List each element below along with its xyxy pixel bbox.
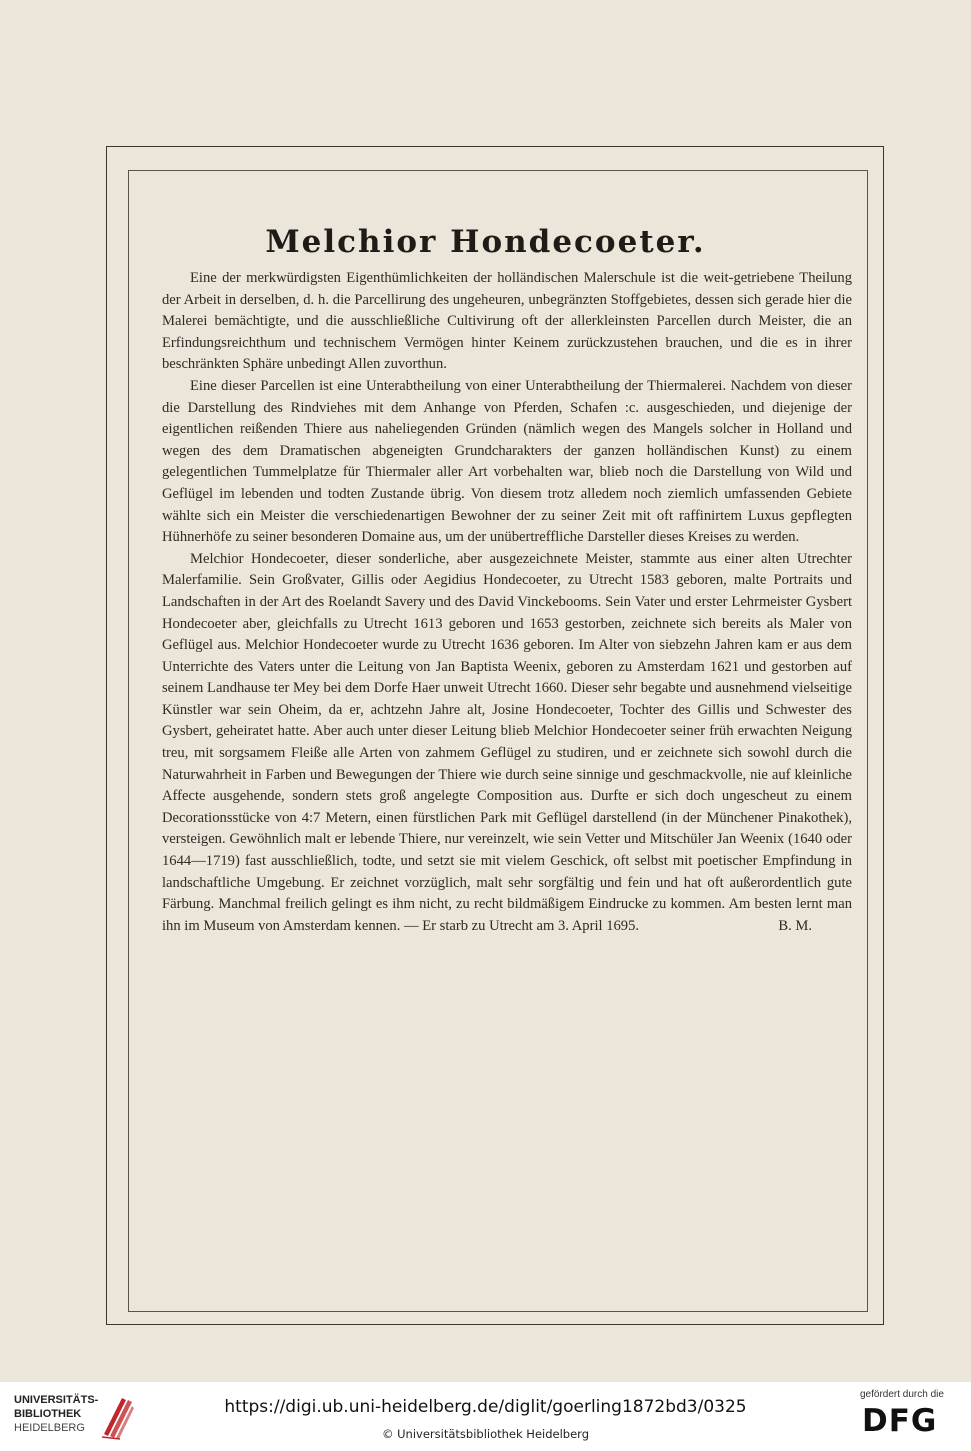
paragraph-2: Eine dieser Parcellen ist eine Unterabtheilung von einer Unterabtheilung der Thiermalerei. Nachdem von dieser die Darstellung des Rindviehes mit dem Anhange von Pferden, Schafen :c. ausgeschieden, und diejenige der eigentlichen reißenden Thiere aus naheliegenden Gründen (nämlich wegen des Mangels solcher in Holland und wegen des dem Dramatischen abgeneigten Grundcharakters der ganzen holländischen Kunst) zu einem gelegentlichen Tummelplatze für Thiermaler aller Art vorbehalten war, blieb noch die Darstellung von Wild und Geflügel im lebenden und todten Zustande übrig. Von diesem trotz alledem noch ziemlich umfassenden Gebiete wählte sich ein Meister die verschiedenartigen Bewohner der zu seiner Zeit mit oft raffinirtem Luxus gepflegten Hühnerhöfe zu seiner besonderen Domaine aus, um der unübertreffliche Darsteller dieses Kreises zu werden. [162, 377, 852, 546]
paragraph-3-text: Melchior Hondecoeter, dieser sonderliche, aber ausgezeichnete Meister, stammte aus einer alten Utrechter Malerfamilie. Sein Großvater, Gillis oder Aegidius Hondecoeter, zu Utrecht 1583 geboren, malte Portraits und Landschaften in der Art des Roelandt Savery und des David Vinckebooms. Sein Vater und erster Lehrmeister Gysbert Hondecoeter aber, gleichfalls zu Utrecht 1613 geboren und 1653 gestorben, zeichnete sich bereits als Maler von Geflügel aus. Melchior Hondecoeter wurde zu Utrecht 1636 geboren. Im Alter von siebzehn Jahren kam er aus dem Unterrichte des Vaters unter die Leitung von Jan Baptista Weenix, geboren zu Amsterdam 1621 und gestorben auf seinem Landhause ter Mey bei dem Dorfe Haer unweit Utrecht 1660. Dieser sehr begabte und ausnehmend vielseitige Künstler war sein Oheim, da er, achtzehn Jahre alt, Josine Hondecoeter, Tochter des Gillis und Schwester des Gysbert, geheiratet hatte. Aber auch unter dieser Leitung blieb Melchior Hondecoeter seiner früh erwachten Neigung treu, mit sorgsamem Fleiße alle Arten von zahmem Geflügel zu studiren, und er zeichnete sich sowohl durch die Naturwahrheit in Farben und Bewegungen der Thiere wie durch seine sinnige und geschmackvolle, nie auf kleinliche Affecte ausgehende, sondern stets groß angelegte Composition aus. Durfte er sich doch ungescheut zu einem Decorationsstücke von 4:7 Metern, einen fürstlichen Park mit Geflügel darstellend (in der Münchener Pinakothek), versteigen. Gewöhnlich malt er lebende Thiere, nur vereinzelt, wie sein Vetter und Mitschüler Jan Weenix (1640 oder 1644—1719) fast ausschließlich, todte, und setzt sie mit vielem Geschick, oft selbst mit poetischer Empfindung in landschaftliche Umgebung. Er zeichnet vorzüglich, malt sehr sorgfältig und fein und hat oft außerordentlich gute Färbung. Manchmal freilich gelingt es ihm nicht, zu recht bildmäßigem Eindrucke zu kommen. Am besten lernt man ihn im Museum von Amsterdam kennen. — Er starb zu Utrecht am 3. April 1695. [162, 550, 852, 934]
paragraph-3 [162, 549, 852, 938]
permalink-url[interactable]: https://digi.ub.uni-heidelberg.de/diglit/goerling1872bd3/0325 [224, 1397, 747, 1417]
library-name-line3: HEIDELBERG [14, 1422, 85, 1434]
library-name-line2: BIBLIOTHEK [14, 1408, 82, 1420]
funding-note: gefördert durch die [860, 1389, 944, 1400]
library-name-line1: UNIVERSITÄTS- [14, 1394, 99, 1406]
article-title: Melchior Hondecoeter. [265, 224, 706, 260]
copyright-notice: © Universitätsbibliothek Heidelberg [381, 1427, 589, 1441]
author-signature: B. M. [778, 917, 812, 934]
dfg-logo[interactable]: DFG [862, 1403, 938, 1439]
article-body [162, 268, 852, 937]
paragraph-1: Eine der merkwürdigsten Eigenthümlichkeiten der holländischen Malerschule ist die weit-getriebene Theilung der Arbeit in derselben, d. h. die Parcellirung des ungeheuren, unbegränzten Stoffgebietes, dessen sich gerade hier die Malerei bemächtigte, und die ausschließliche Cultivirung oft der allerkleinsten Parcellen durch Meister, die an Erfindungsreichthum und technischem Vermögen hinter Keinem zurückzustehen brauchen, und die es in ihrer beschränkten Sphäre unbedingt Allen zuvorthun. [162, 270, 852, 373]
